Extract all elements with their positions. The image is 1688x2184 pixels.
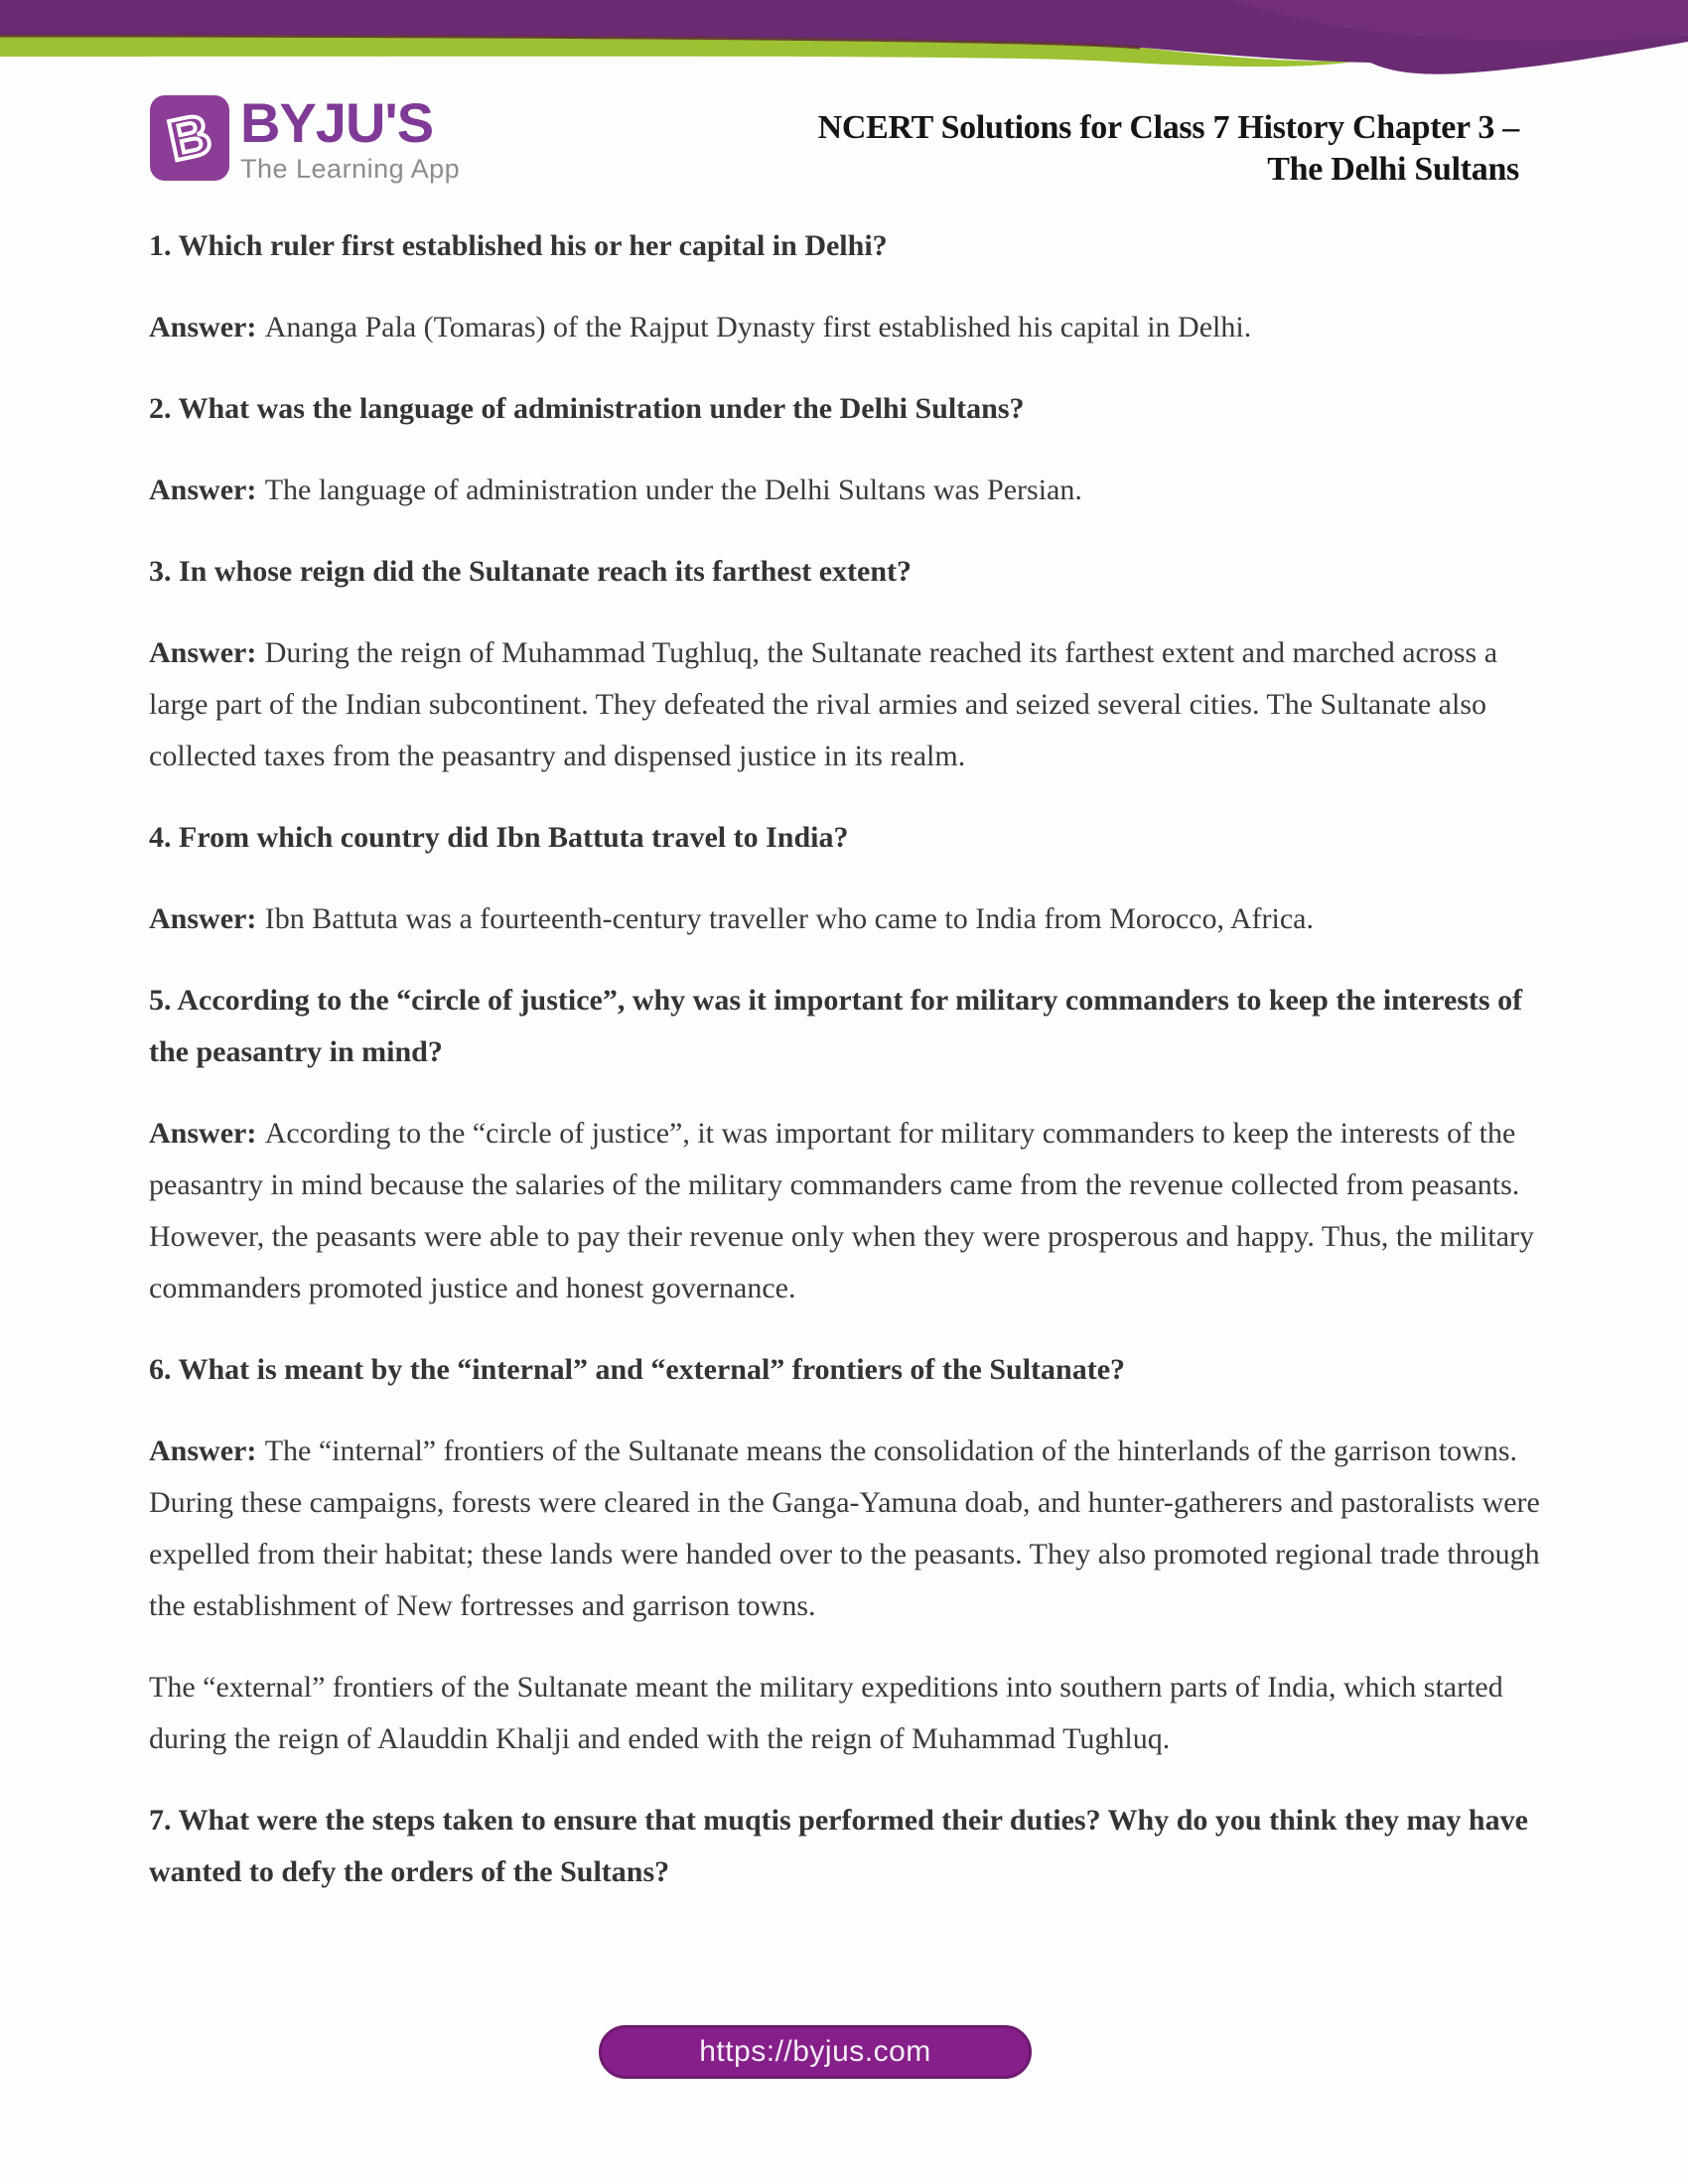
answer-6	[149, 1426, 1541, 1632]
answer-text-2: The language of administration under the Delhi Sultans was Persian.	[264, 474, 1082, 506]
site-url-button[interactable]: https://byjus.com	[599, 2025, 1032, 2079]
answer-text-3: During the reign of Muhammad Tughluq, the Sultanate reached its farthest extent and marched across a large part of the Indian subcontinent. They defeated the rival armies and seized several cities. The Sultanate also collected taxes from the peasantry and dispensed justice in its realm.	[149, 636, 1498, 772]
page-title-line-1: NCERT Solutions for Class 7 History Chapter 3 –	[817, 109, 1519, 146]
brand-name: BYJU'S	[240, 91, 434, 154]
question-1: 1. Which ruler first established his or her capital in Delhi?	[149, 229, 888, 262]
answer-label-4: Answer:	[149, 902, 257, 935]
question-2: 2. What was the language of administration under the Delhi Sultans?	[149, 392, 1025, 425]
answer-3	[149, 627, 1541, 782]
answer-label-2: Answer:	[149, 474, 257, 506]
page-title-line-2: The Delhi Sultans	[1267, 151, 1519, 188]
answer-label-3: Answer:	[149, 636, 257, 669]
answer-label-1: Answer:	[149, 311, 257, 343]
answer-text-6: The “internal” frontiers of the Sultanate means the consolidation of the hinterlands of the garrison towns. During these campaigns, forests were cleared in the Ganga-Yamuna doab, and hunter-gatherers and pastoralists were expelled from their habitat; these lands were handed over to the peasants. They also promoted regional trade through the establishment of New fortresses and garrison towns.	[149, 1434, 1540, 1622]
question-7: 7. What were the steps taken to ensure that muqtis performed their duties? Why do you think they may have wanted to defy the orders of the Sultans?	[149, 1804, 1528, 1888]
answer-text-4: Ibn Battuta was a fourteenth-century traveller who came to India from Morocco, Africa.	[264, 902, 1314, 935]
question-3: 3. In whose reign did the Sultanate reach its farthest extent?	[149, 555, 913, 588]
qa-content	[149, 159, 1541, 1928]
answer-1	[149, 302, 1541, 353]
answer-2	[149, 465, 1541, 516]
answer-text-1: Ananga Pala (Tomaras) of the Rajput Dynasty first established his capital in Delhi.	[264, 311, 1252, 343]
svg-text:B: B	[162, 101, 217, 174]
answer-4	[149, 893, 1541, 945]
question-5: 5. According to the “circle of justice”, why was it important for military commanders to keep the interests of the peasantry in mind?	[149, 984, 1523, 1068]
answer-label-6: Answer:	[149, 1434, 257, 1467]
answer-5	[149, 1108, 1541, 1314]
answer-6-paragraph-2: The “external” frontiers of the Sultanate meant the military expeditions into southern parts of India, which started during the reign of Alauddin Khalji and ended with the reign of Muhammad Tughluq.	[149, 1671, 1503, 1755]
question-4: 4. From which country did Ibn Battuta travel to India?	[149, 821, 849, 854]
brand-tagline: The Learning App	[240, 154, 461, 184]
answer-text-5: According to the “circle of justice”, it was important for military commanders to keep the interests of the peasantry in mind because the salaries of the military commanders came from the revenue collected from peasants. However, the peasants were able to pay their revenue only when they were prosperous and happy. Thus, the military commanders promoted justice and honest governance.	[149, 1117, 1535, 1304]
answer-label-5: Answer:	[149, 1117, 257, 1150]
question-6: 6. What is meant by the “internal” and “external” frontiers of the Sultanate?	[149, 1353, 1126, 1386]
